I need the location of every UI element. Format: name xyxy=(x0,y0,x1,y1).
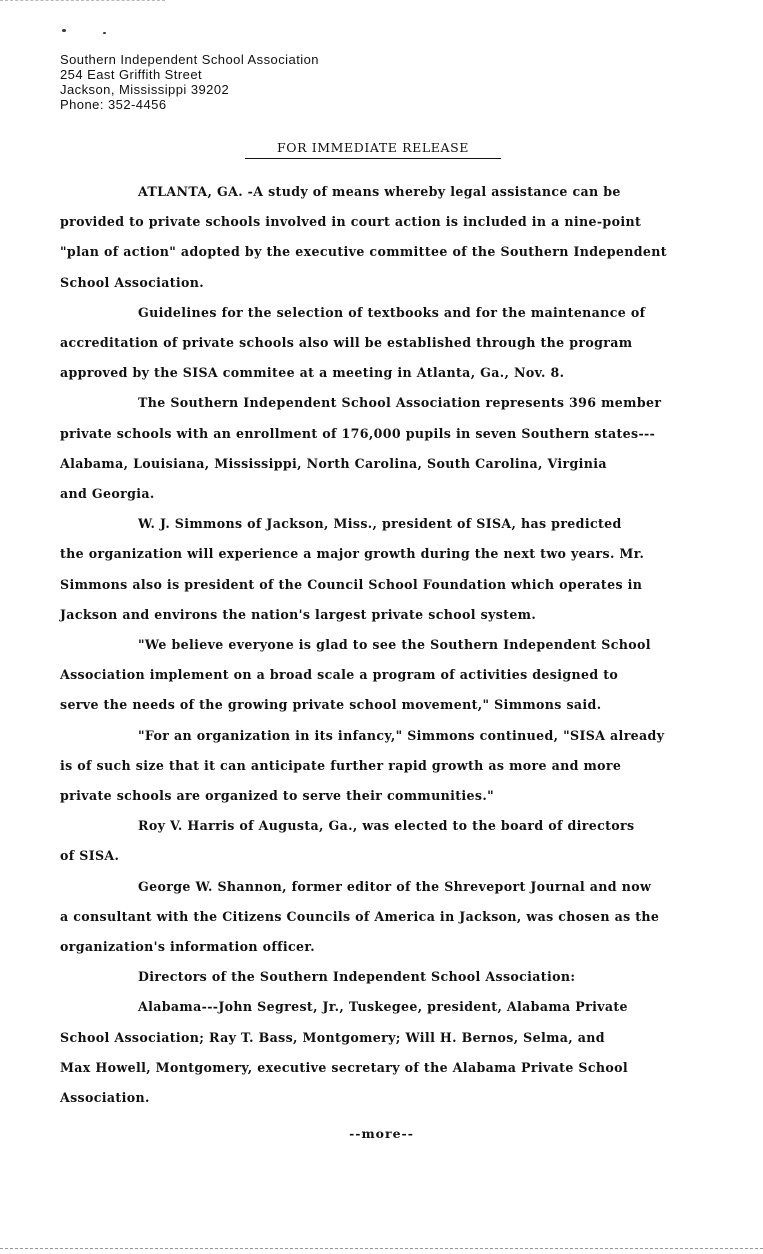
scan-speck xyxy=(62,29,66,32)
release-heading: FOR IMMEDIATE RELEASE xyxy=(245,140,501,159)
paragraph-1: ATLANTA, GA. -A study of means whereby legal assistance can be provided to private schools involved in court action is included in a nine-point "plan of action" adopted by the executive committee of the Southern Independent School Association. xyxy=(60,184,667,290)
paragraph-6: "For an organization in its infancy," Simmons continued, "SISA already is of such size that it can anticipate further rapid growth as more and more private schools are organized to serve their communities." xyxy=(60,727,665,804)
more-marker: --more-- xyxy=(349,1126,414,1141)
bottom-edge-line xyxy=(0,1248,763,1249)
press-release-body xyxy=(60,177,700,1113)
paragraph-4: W. J. Simmons of Jackson, Miss., president of SISA, has predicted the organization will experience a major growth during the next two years. Mr. Simmons also is president of the Council School Foundation which operates in Jackson and environs the nation's largest private school system. xyxy=(60,516,645,622)
paragraph-9: Directors of the Southern Independent School Association: xyxy=(138,969,576,985)
city-state-zip: Jackson, Mississippi 39202 xyxy=(60,82,230,97)
paragraph-3: The Southern Independent School Association represents 396 member private schools with an enrollment of 176,000 pupils in seven Southern states--- Alabama, Louisiana, Mississippi, North Carolina, South Carolina, Virginia and Georgia. xyxy=(60,395,662,502)
paragraph-8: George W. Shannon, former editor of the Shreveport Journal and now a consultant with the Citizens Councils of America in Jackson, was chosen as the organization's information officer. xyxy=(60,878,660,955)
phone-number: Phone: 352-4456 xyxy=(60,97,167,112)
letterhead-address xyxy=(60,52,319,112)
paragraph-7: Roy V. Harris of Augusta, Ga., was elected to the board of directors of SISA. xyxy=(60,818,635,864)
street-address: 254 East Griffith Street xyxy=(60,67,203,82)
paragraph-10: Alabama---John Segrest, Jr., Tuskegee, president, Alabama Private School Association; Ray T. Bass, Montgomery; Will H. Bernos, Selma, and Max Howell, Montgomery, executive secretary of the Alabama Private School Association. xyxy=(60,999,629,1106)
top-edge-dashes xyxy=(0,0,165,1)
paragraph-2: Guidelines for the selection of textbooks and for the maintenance of accreditation of private schools also will be established through the program approved by the SISA commitee at a meeting in Atlanta, Ga., Nov. 8. xyxy=(60,304,646,381)
org-name: Southern Independent School Association xyxy=(60,52,319,67)
paragraph-5: "We believe everyone is glad to see the Southern Independent School Association implement on a broad scale a program of activities designed to serve the needs of the growing private school movement," Simmons said. xyxy=(60,637,651,713)
scan-speck xyxy=(103,32,106,34)
